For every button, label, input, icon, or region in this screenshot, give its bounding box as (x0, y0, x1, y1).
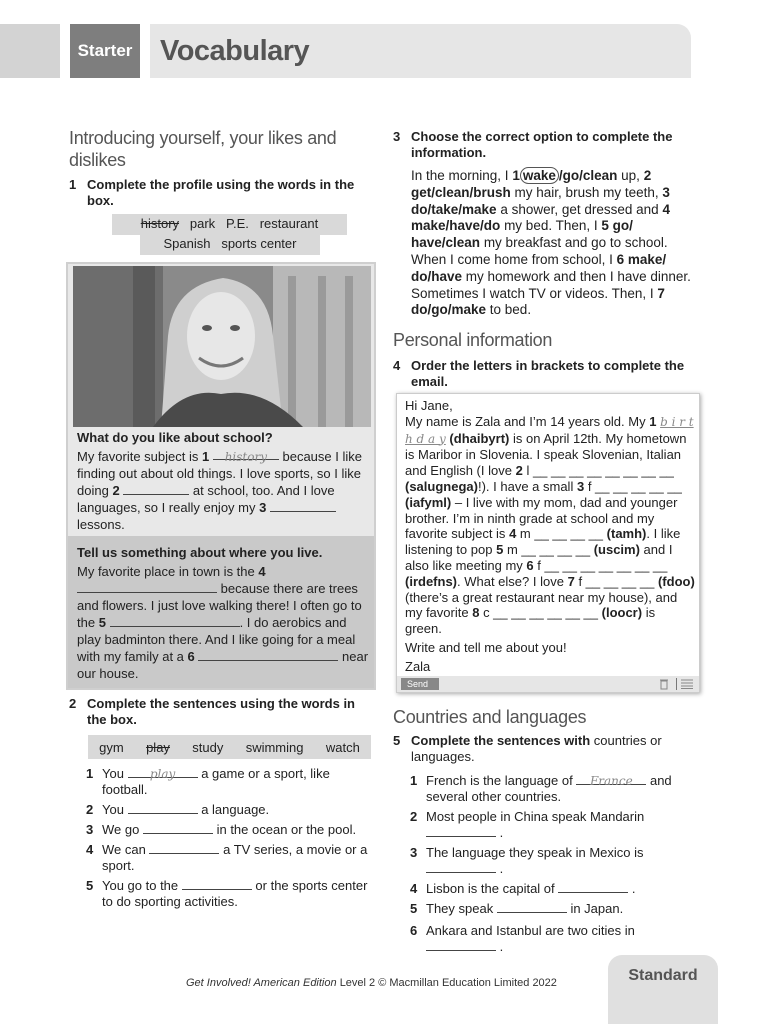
question-school: What do you like about school? (77, 430, 273, 445)
word-box-1-line1 (112, 214, 347, 235)
exercise-instruction: Complete the profile using the words in the box. (87, 177, 355, 208)
starter-label: Starter (70, 24, 140, 78)
exercise-2-list (86, 766, 376, 914)
word: swimming (245, 739, 304, 755)
example-answer: b i r t h d a y (405, 414, 694, 446)
list-item: 5 You go to the or the sports center to do sporting activities. (86, 878, 368, 909)
header-side-block (0, 24, 60, 78)
exercise-3-heading: 3 Choose the correct option to complete the information. (393, 129, 673, 160)
question-home: Tell us something about where you live. (77, 545, 323, 560)
level-tab: Standard (608, 955, 718, 1024)
list-item: 4 Lisbon is the capital of . (410, 881, 636, 896)
email-closing: Write and tell me about you! (405, 639, 567, 655)
crossed-word: play (146, 739, 170, 755)
exercise-2-heading: 2 Complete the sentences using the words in the box. (69, 696, 355, 727)
toolbar-divider (676, 678, 677, 690)
section-title-intro: Introducing yourself, your likes and dislikes (69, 128, 337, 170)
list-item: 5 They speak in Japan. (410, 901, 624, 916)
word: study (192, 739, 224, 755)
list-item: 3 We go in the ocean or the pool. (86, 822, 357, 837)
footer-copyright: Get Involved! American Edition Level 2 © Macmillan Education Limited 2022 (186, 977, 557, 989)
email-window (396, 393, 700, 693)
email-greeting: Hi Jane, (405, 398, 453, 413)
word-list: park P.E. restaurant (189, 216, 319, 231)
example-answer: history (224, 450, 267, 464)
list-item: 6 Ankara and Istanbul are two cities in . (410, 923, 635, 954)
list-item: 2 Most people in China speak Mandarin . (410, 809, 645, 840)
list-item: 2 You a language. (86, 802, 270, 817)
paragraph-school: My favorite subject is 1 history because I like finding out about old things. I love sports, so I like doing 2 at school, too. And I love languages, so I really enjoy my 3 lessons. (77, 449, 362, 532)
profile-home (77, 544, 373, 682)
exercise-1-heading (69, 177, 359, 209)
example-answer: play (149, 767, 176, 781)
section-title-personal: Personal information (393, 330, 553, 350)
list-item: 1 You play a game or a sport, like football. (86, 766, 330, 797)
student-photo (73, 266, 371, 427)
section-intro (69, 127, 349, 171)
exercise-3-text: In the morning, I 1 wake /go/clean up, 2 get/clean/brush my hair, brush my teeth, 3 do/take/make a shower, get dressed and 4 make/have/do my bed. Then, I 5 go/ have/clean my breakfast and go to school. When I come home from school, I 6 make/ do/have my homework and then I have dinner. Sometimes I watch TV or videos. Then, I 7 do/go/make to bed. (411, 168, 691, 318)
paragraph-home: My favorite place in town is the 4 because there are trees and flowers. I just love walking there! I often go to the 5 . I do aerobics and play badminton there. And I like going for a meal with my family at a 6 near our house. (77, 564, 369, 681)
email-body: Hi Jane, My name is Zala and I’m 14 years old. My 1 b i r t h d a y (dhaibyrt) is on April 12th. My hometown is Maribor in Slovenia. I speak Slovenian, Italian and English (I love 2 l __ __ __ __ __ __ __ __ (salugnega)!). I have a small 3 f __ __ __ __ __ (iafyml) – I live with my mom, dad and younger brother. I’m in ninth grade at school and my favorite subject is 4 m __ __ __ __ (tamh). I like listening to pop 5 m __ __ __ __ (uscim) and I also like meeting my 6 f __ __ __ __ __ __ __ (irdefns). What else? I love 7 f __ __ __ __ (fdoo) (there’s a great restaurant near my house), and my favorite 8 c __ __ __ __ __ __ (loocr) is green. Write and tell me about you! Zala (405, 398, 695, 674)
email-toolbar (397, 676, 699, 692)
email-signature: Zala (405, 658, 431, 674)
word-box-2 (88, 735, 371, 759)
exercise-5-heading: 5 Complete the sentences with countries or languages. (393, 733, 662, 764)
list-icon[interactable] (681, 679, 693, 689)
exercise-number: 1 (69, 177, 77, 192)
word-box-1-line2 (140, 234, 320, 255)
crossed-word: history (140, 216, 180, 231)
exercise-4-heading: 4 Order the letters in brackets to complete the email. (393, 358, 685, 389)
section-title-countries: Countries and languages (393, 707, 587, 727)
trash-icon[interactable] (659, 678, 669, 690)
list-item: 3 The language they speak in Mexico is . (410, 845, 644, 876)
word: watch (325, 739, 360, 755)
word-list: Spanish sports center (163, 236, 297, 251)
exercise-5-list (410, 773, 700, 959)
profile-panel (66, 262, 376, 690)
example-answer: France (589, 774, 633, 788)
profile-school (77, 429, 369, 533)
list-item: 4 We can a TV series, a movie or a sport. (86, 842, 368, 873)
list-item: 1 French is the language of France and several other countries. (410, 773, 672, 804)
send-button[interactable]: Send (401, 678, 439, 690)
circled-answer: wake (520, 167, 559, 184)
word: gym (99, 739, 124, 755)
page-title: Vocabulary (150, 24, 691, 78)
